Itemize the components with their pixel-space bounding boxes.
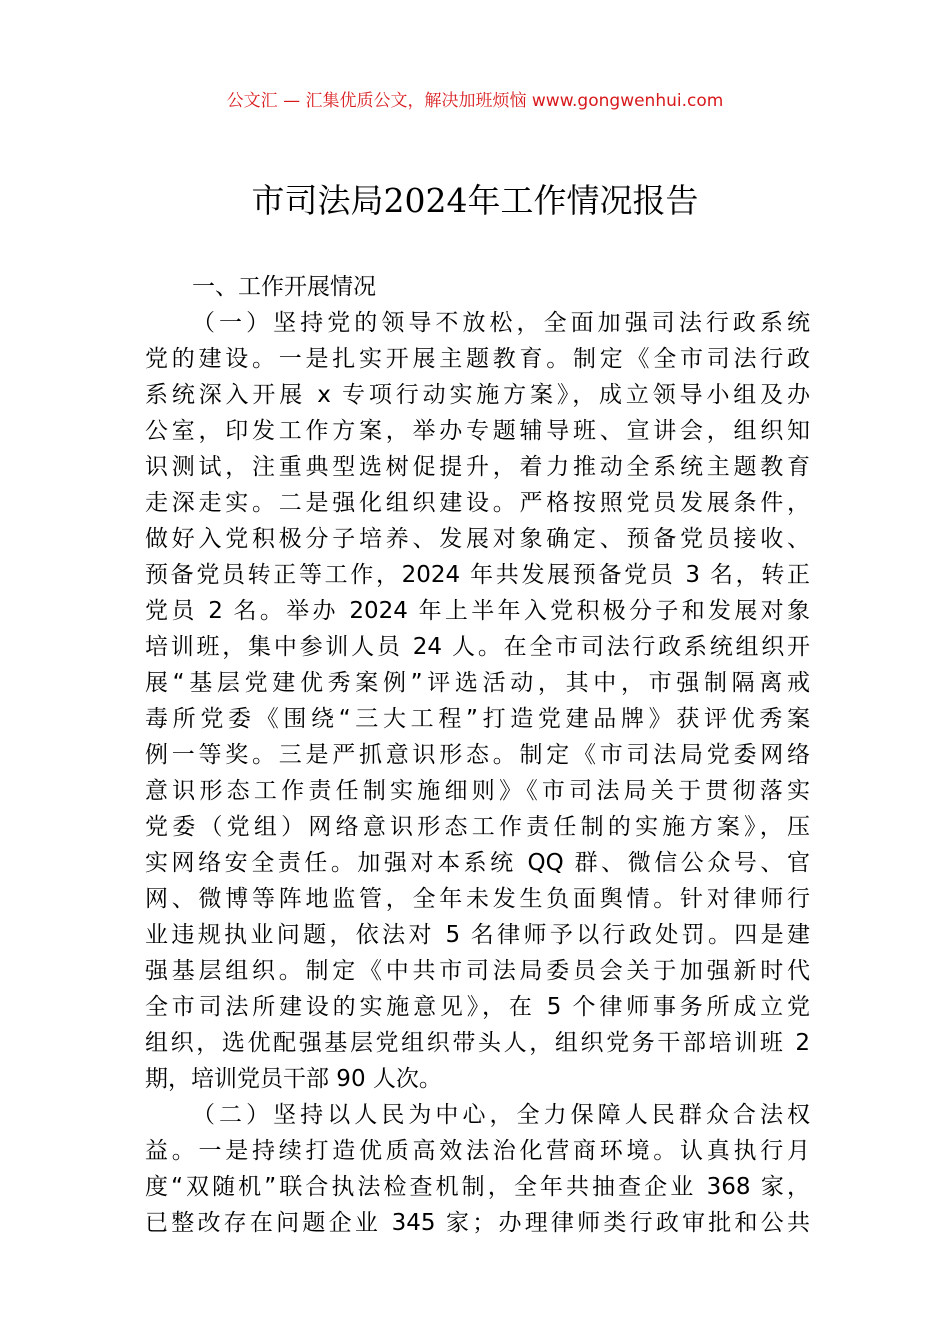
body-line: 已整改存在问题企业 345 家；办理律师类行政审批和公共 [145, 1210, 810, 1236]
body-line: 展“基层党建优秀案例”评选活动，其中，市强制隔离戒 [145, 670, 810, 696]
body-line: 一、工作开展情况 [192, 274, 376, 300]
body-line: 党员 2 名。举办 2024 年上半年入党积极分子和发展对象 [145, 598, 810, 624]
body-line: 做好入党积极分子培养、发展对象确定、预备党员接收、 [145, 526, 810, 552]
body-line: 公室，印发工作方案，举办专题辅导班、宣讲会，组织知 [145, 418, 810, 444]
body-line: 培训班，集中参训人员 24 人。在全市司法行政系统组织开 [145, 634, 810, 660]
body-line: （一）坚持党的领导不放松，全面加强司法行政系统 [192, 310, 810, 336]
body-line: 党委（党组）网络意识形态工作责任制的实施方案》，压 [145, 814, 810, 840]
body-line: 益。一是持续打造优质高效法治化营商环境。认真执行月 [145, 1138, 810, 1164]
document-title: 市司法局2024年工作情况报告 [251, 181, 699, 220]
body-line: 识测试，注重典型选树促提升，着力推动全系统主题教育 [145, 454, 810, 480]
document-body [145, 269, 810, 1241]
body-line: 例一等奖。三是严抓意识形态。制定《市司法局党委网络 [145, 742, 810, 768]
body-line: 预备党员转正等工作，2024 年共发展预备党员 3 名，转正 [145, 562, 810, 588]
body-line: 全市司法所建设的实施意见》，在 5 个律师事务所成立党 [145, 994, 810, 1020]
body-line: 期，培训党员干部 90 人次。 [145, 1066, 442, 1092]
watermark-header: 公文汇 — 汇集优质公文，解决加班烦恼 www.gongwenhui.com [226, 91, 724, 111]
body-line: 组织，选优配强基层党组织带头人，组织党务干部培训班 2 [145, 1030, 810, 1056]
body-line: 毒所党委《围绕“三大工程”打造党建品牌》获评优秀案 [145, 706, 810, 732]
body-line: 网、微博等阵地监管，全年未发生负面舆情。针对律师行 [145, 886, 810, 912]
body-line: 意识形态工作责任制实施细则》《市司法局关于贯彻落实 [145, 778, 810, 804]
body-line: 强基层组织。制定《中共市司法局委员会关于加强新时代 [145, 958, 810, 984]
body-line: 业违规执业问题，依法对 5 名律师予以行政处罚。四是建 [145, 922, 810, 948]
body-line: 度“双随机”联合执法检查机制，全年共抽查企业 368 家， [145, 1174, 810, 1200]
body-line: 党的建设。一是扎实开展主题教育。制定《全市司法行政 [145, 346, 810, 372]
body-line: 系统深入开展 x 专项行动实施方案》，成立领导小组及办 [145, 382, 810, 408]
body-line: 走深走实。二是强化组织建设。严格按照党员发展条件， [145, 490, 810, 516]
body-line: 实网络安全责任。加强对本系统 QQ 群、微信公众号、官 [145, 850, 810, 876]
body-line: （二）坚持以人民为中心，全力保障人民群众合法权 [192, 1102, 810, 1128]
